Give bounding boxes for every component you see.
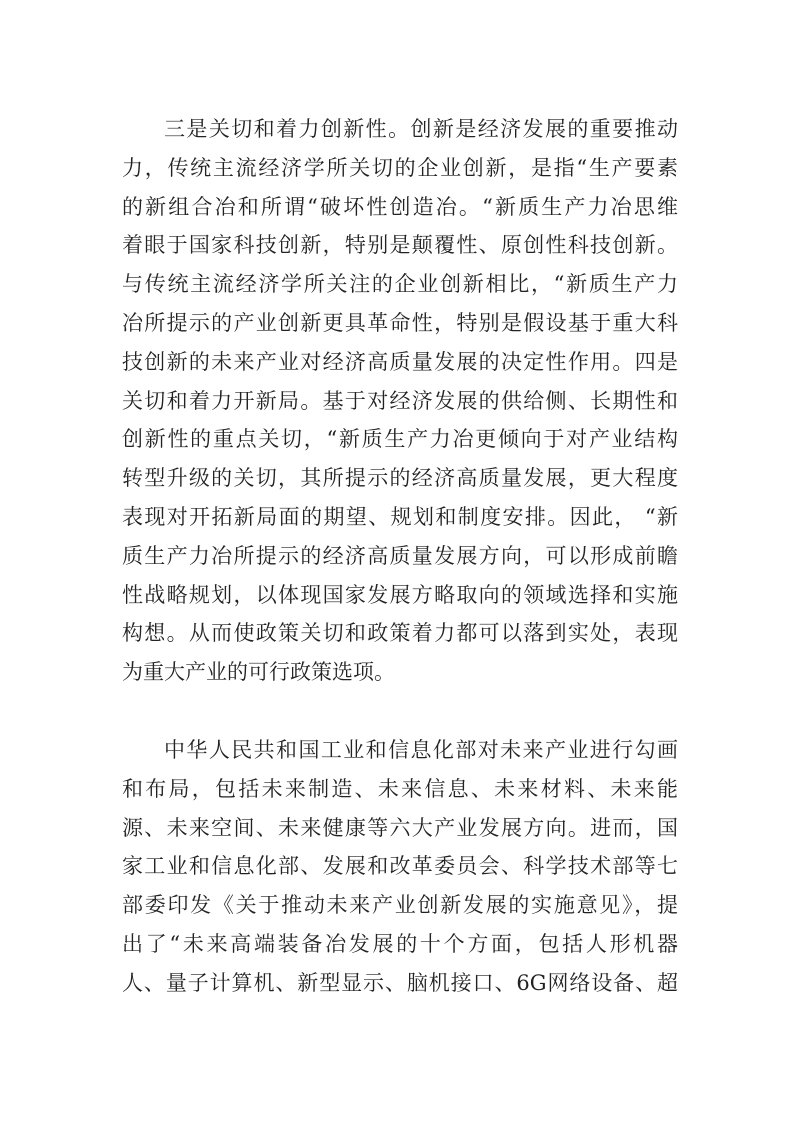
text-line: 为重大产业的可行政策选项。 [122,660,395,685]
paragraph-innovation [122,110,678,692]
text-line: 家工业和信息化部、发展和改革委员会、科学技术部等七 [122,854,678,879]
text-line: 部委印发《关于推动未来产业创新发展的实施意见》，提 [122,893,678,918]
text-line: 力，传统主流经济学所关切的企业创新，是指“生产要素 [122,155,678,180]
text-line: 的新组合冶和所谓“破坏性创造冶。“新质生产力冶思维 [122,194,678,219]
text-line: 人、量子计算机、新型显示、脑机接口、6G网络设备、超 [122,970,678,995]
text-line: 和布局，包括未来制造、未来信息、未来材料、未来能 [122,776,678,801]
text-line: 源、未来空间、未来健康等六大产业发展方向。进而，国 [122,815,678,840]
text-line: 创新性的重点关切，“新质生产力冶更倾向于对产业结构 [122,427,678,452]
text-line: 三是关切和着力创新性。创新是经济发展的重要推动 [164,117,678,141]
text-line: 表现对开拓新局面的期望、规划和制度安排。因此， “新 [122,504,678,529]
text-line: 转型升级的关切，其所提示的经济高质量发展，更大程度 [122,466,678,491]
text-line: 质生产力冶所提示的经济高质量发展方向，可以形成前瞻 [122,543,678,568]
text-line: 中华人民共和国工业和信息化部对未来产业进行勾画 [164,738,678,762]
text-line: 构想。从而使政策关切和政策着力都可以落到实处，表现 [122,621,678,646]
text-line: 性战略规划，以体现国家发展方略取向的领域选择和实施 [122,582,678,607]
text-line: 与传统主流经济学所关注的企业创新相比，“新质生产力 [122,272,678,297]
text-line: 着眼于国家科技创新，特别是颠覆性、原创性科技创新。 [122,233,678,258]
text-line: 关切和着力开新局。基于对经济发展的供给侧、长期性和 [122,388,678,413]
text-line: 冶所提示的产业创新更具革命性，特别是假设基于重大科 [122,310,678,335]
text-line: 技创新的未来产业对经济高质量发展的决定性作用。四是 [122,349,678,374]
paragraph-future-industries [122,731,678,1003]
text-line: 出了“未来高端装备冶发展的十个方面，包括人形机器 [122,931,678,956]
